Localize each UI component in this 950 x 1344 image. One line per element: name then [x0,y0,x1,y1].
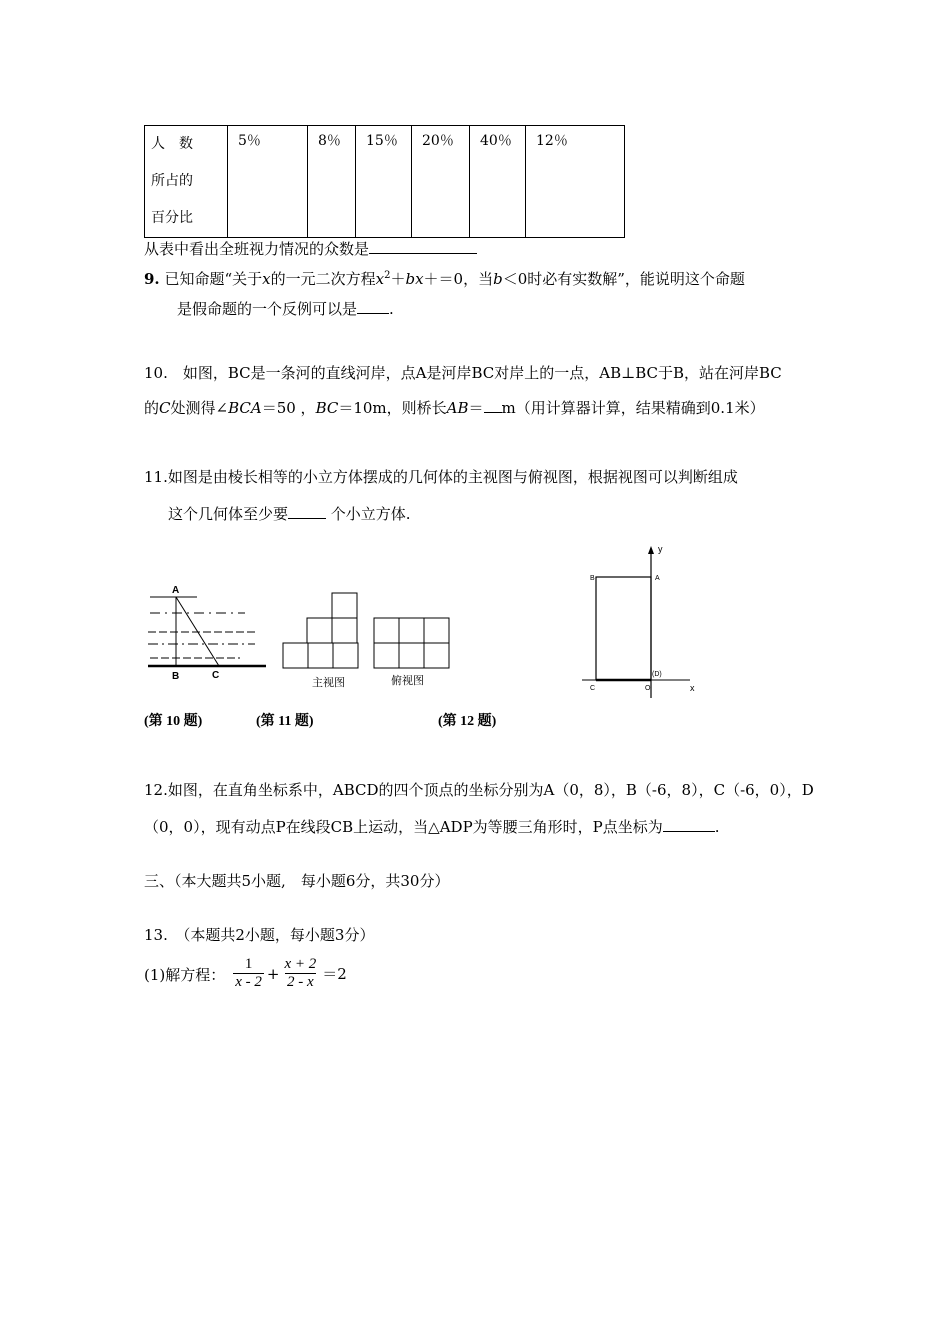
question-10-line1: 10. 如图，BC是一条河的直线河岸，点A是河岸BC对岸上的一点，AB⊥BC于B，站在河岸BC [144,364,782,382]
answer-blank [663,830,715,832]
figures-area [0,540,950,710]
question-9-line1 [144,268,745,289]
q10-text: m（用计算器计算，结果精确到0.1米） [501,399,765,417]
q10-text: ＝ [468,399,484,417]
label-o: O [645,685,651,692]
question-13-heading: 13. （本题共2小题，每小题3分） [144,926,375,944]
q10-var: C [159,399,171,417]
fraction-1 [233,956,264,991]
table-cell: 20％ [412,126,470,238]
label-b: B [172,671,180,682]
q11-text: 个小立方体. [326,505,411,523]
question-12-line2 [144,816,720,837]
plus-sign: + [266,964,280,983]
q9-text: 已知命题“关于 [164,270,263,288]
label-c: C [590,685,596,692]
row-header-line: 百分比 [151,210,193,226]
q10-text: 处测得∠ [170,399,229,417]
q10-var: AB [446,399,469,417]
q10-text: ＝10m，则桥长 [338,399,447,417]
figure-12 [582,544,695,698]
table-cell: 8％ [308,126,356,238]
q9-text: . [389,300,394,318]
percent-table [144,125,625,238]
label-d: (D) [652,671,662,678]
table-cell: 15％ [356,126,412,238]
q9-text: ＋ [390,270,406,288]
answer-blank [288,517,326,519]
label-b: B [590,575,595,582]
q9-var: bx [405,270,424,288]
q10-var: BCA [228,399,262,417]
fraction-denominator: x - 2 [235,974,262,990]
q13-text: (1)解方程： [144,966,226,984]
q9-text: ＜0时必有实数解”，能说明这个命题 [502,270,745,288]
question-11-line1: 11.如图是由棱长相等的小立方体摆成的几何体的主视图与俯视图，根据视图可以判断组成 [144,468,738,486]
q12-text: . [714,818,720,836]
q9-var: x [375,270,385,288]
figure-10 [148,585,266,682]
top-view-label: 俯视图 [391,674,424,687]
question-10-line2 [144,397,765,418]
section-3-heading: 三、（本大题共5小题, 每小题6分，共30分） [144,872,450,890]
q8-tail [144,238,477,259]
fraction-2 [282,956,318,991]
fraction-denominator: 2 - x [287,974,314,990]
q10-text: ＝50 ， [261,399,316,417]
q11-text: 这个几何体至少要 [168,505,289,523]
q9-text: 是假命题的一个反例可以是 [177,300,358,318]
fraction-numerator: x + 2 [284,956,317,972]
axis-x-label: x [690,683,695,693]
label-c: C [212,670,220,681]
question-12-line1: 12.如图，在直角坐标系中，ABCD的四个顶点的坐标分别为A（0，8），B（-6，8），C（-6，0），D [144,781,814,799]
q9-var: x [262,270,271,288]
figure-11-top-view [374,618,449,668]
figure-11-front-view [283,593,358,668]
label-a: A [655,575,660,582]
table-cell: 40％ [470,126,526,238]
row-header-line: 所占的 [151,173,193,189]
label-a: A [172,585,180,596]
axis-y-label: y [658,544,663,554]
table-cell: 12％ [526,126,625,238]
front-view-label: 主视图 [312,676,345,689]
fraction-numerator: 1 [244,956,253,972]
caption-fig-10: (第 10 题) [144,714,203,729]
q9-sup: 2 [384,270,391,281]
q10-text: 的 [144,399,160,417]
row-header [145,126,228,238]
q10-var: BC [315,399,339,417]
table-cell: 5％ [228,126,308,238]
caption-fig-12: (第 12 题) [438,714,497,729]
question-11-line2 [168,503,411,524]
question-13-part1 [144,956,347,991]
caption-fig-11: (第 11 题) [256,714,314,729]
answer-blank [357,312,389,314]
answer-blank [369,252,477,254]
q12-text: （0，0），现有动点P在线段CB上运动，当△ADP为等腰三角形时，P点坐标为 [144,818,663,836]
q9-var: b [493,270,503,288]
row-header-line: 人 数 [151,136,193,152]
table-row [145,126,625,238]
q9-text: 的一元二次方程 [270,270,376,288]
q9-text: ＋＝0，当 [423,270,494,288]
question-9-line2 [177,298,394,319]
q8-text: 从表中看出全班视力情况的众数是 [144,240,370,258]
question-number: 9. [144,270,160,288]
equation-rhs: ＝2 [322,965,347,983]
answer-blank [484,411,502,413]
